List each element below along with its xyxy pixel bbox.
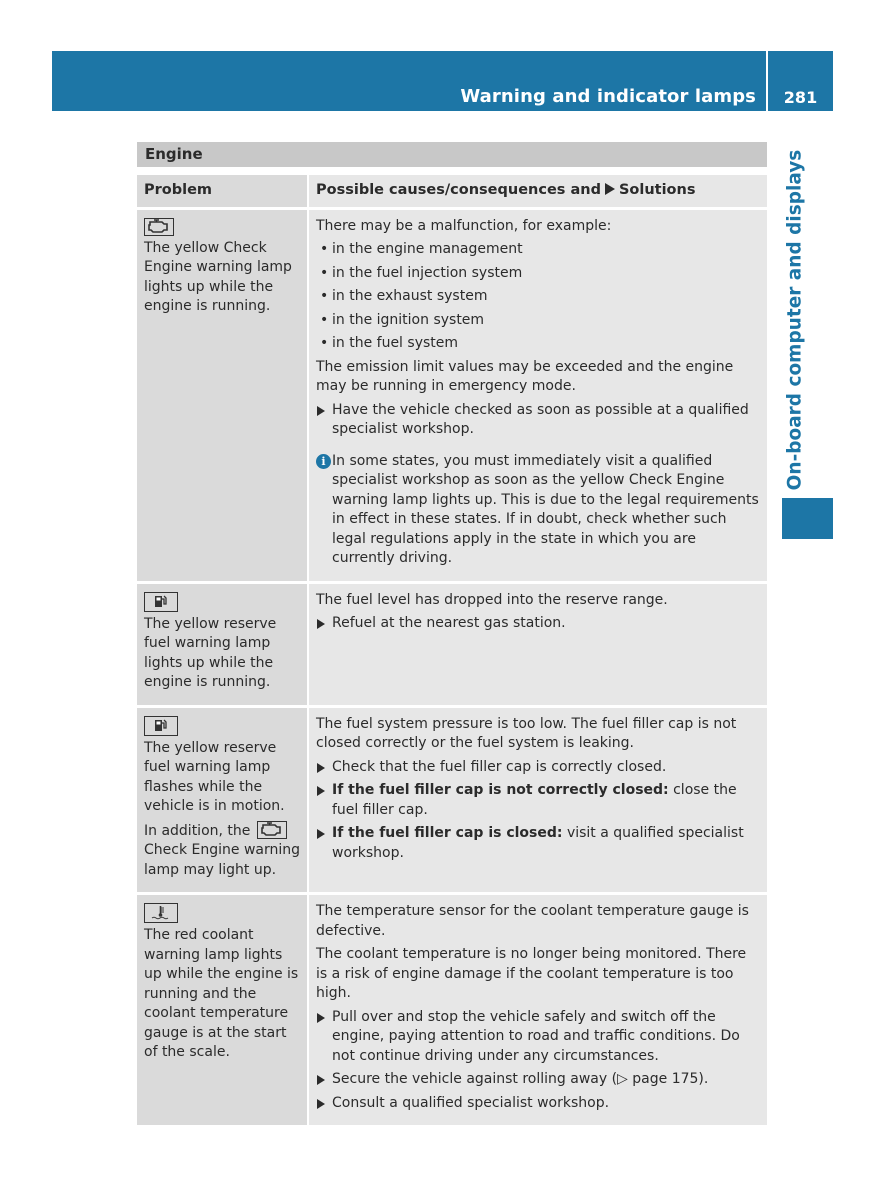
header-bar (52, 51, 766, 111)
problem-text-2 (144, 821, 301, 881)
action-text: Refuel at the nearest gas station. (332, 615, 566, 631)
arrow-icon (317, 763, 325, 773)
note-text: In some states, you must immediately visit a qualified specialist workshop as soon as the yellow Check Engine warning lamp lights up. This is due to the legal requirements in effect in these states. If in doubt, check whether such legal regulations apply in the state in which you are currently driving. (332, 452, 759, 566)
solution-cell (309, 584, 767, 705)
problem-cell (137, 210, 309, 581)
column-header-solutions-b: Solutions (618, 182, 696, 198)
arrow-icon (317, 1075, 325, 1085)
arrow-icon (605, 183, 615, 195)
solution-text: The fuel level has dropped into the reserve range. (316, 591, 668, 608)
fuel-pump-icon (144, 716, 178, 736)
check-engine-icon (257, 821, 287, 839)
list-item: • in the fuel injection system (316, 264, 761, 284)
table-header-row (137, 175, 767, 210)
warning-lamp-table (137, 142, 767, 1128)
arrow-icon (317, 1099, 325, 1109)
arrow-icon (317, 619, 325, 629)
action-text: Check that the fuel filler cap is correctly closed. (332, 758, 667, 775)
fuel-pump-icon (144, 592, 178, 612)
table-row (137, 708, 767, 896)
column-header-problem: Problem (137, 175, 309, 207)
problem-text-2a: In addition, the (144, 822, 251, 839)
page-number: 281 (783, 88, 818, 107)
page-title: Warning and indicator lamps (460, 86, 756, 107)
list-item: • in the engine management (316, 240, 761, 260)
solution-text: The coolant temperature is no longer being monitored. There is a risk of engine damage if the coolant temperature is too high. (316, 946, 747, 1001)
action-step (316, 758, 761, 778)
action-condition: If the fuel filler cap is closed: (332, 825, 563, 841)
arrow-icon (317, 406, 325, 416)
solution-cell (309, 708, 767, 893)
action-step (316, 781, 761, 820)
problem-text: The yellow reserve fuel warning lamp lights up while the engine is running. (144, 615, 277, 690)
table-row (137, 895, 767, 1128)
check-engine-icon (144, 218, 174, 236)
action-step (316, 824, 761, 863)
side-tab-label: On-board computer and displays (784, 149, 806, 491)
action-condition: If the fuel filler cap is not correctly closed: (332, 782, 669, 798)
action-text: Have the vehicle checked as soon as possible at a qualified specialist workshop. (332, 401, 749, 437)
action-text: Secure the vehicle against rolling away (▷ page 175). (332, 1071, 709, 1087)
solution-text: The emission limit values may be exceeded and the engine may be running in emergency mode. (316, 358, 734, 394)
action-text: Pull over and stop the vehicle safely and switch off the engine, paying attention to road and traffic conditions. Do not continue driving under any circumstances. (332, 1008, 740, 1064)
arrow-icon (317, 829, 325, 839)
page-number-box (768, 51, 833, 111)
side-tab-marker (782, 498, 833, 539)
info-icon: i (316, 454, 331, 469)
solution-text: There may be a malfunction, for example: (316, 217, 612, 234)
problem-cell (137, 584, 309, 705)
column-header-solutions (309, 175, 767, 207)
side-tab-label-wrap (782, 150, 808, 490)
solution-cell (309, 210, 767, 581)
table-row (137, 584, 767, 708)
info-note (316, 452, 761, 569)
arrow-icon (317, 1013, 325, 1023)
action-text: close the fuel filler cap. (332, 782, 737, 818)
problem-text: The yellow reserve fuel warning lamp flashes while the vehicle is in motion. (144, 739, 285, 814)
table-row (137, 210, 767, 584)
action-step (316, 614, 761, 634)
action-text: visit a qualified specialist workshop. (332, 825, 744, 861)
coolant-temperature-icon (144, 903, 178, 923)
problem-cell (137, 895, 309, 1125)
list-item: • in the exhaust system (316, 287, 761, 307)
problem-cell (137, 708, 309, 893)
action-step (316, 401, 761, 440)
action-text: Consult a qualified specialist workshop. (332, 1094, 610, 1111)
list-item: • in the fuel system (316, 334, 761, 354)
action-step (316, 1094, 761, 1114)
list-item: • in the ignition system (316, 311, 761, 331)
solution-text: The temperature sensor for the coolant temperature gauge is defective. (316, 903, 749, 939)
solution-text: The fuel system pressure is too low. The fuel filler cap is not closed correctly or the fuel system is leaking. (316, 715, 737, 751)
arrow-icon (317, 786, 325, 796)
column-header-solutions-a: Possible causes/consequences and (316, 182, 601, 198)
problem-text: The yellow Check Engine warning lamp lights up while the engine is running. (144, 239, 292, 314)
problem-text-2b: Check Engine warning lamp may light up. (144, 842, 301, 878)
problem-text: The red coolant warning lamp lights up while the engine is running and the coolant temperature gauge is at the start of the scale. (144, 927, 299, 1060)
action-step (316, 1008, 761, 1067)
solution-cell (309, 895, 767, 1125)
section-header: Engine (137, 142, 767, 167)
action-step (316, 1070, 761, 1090)
